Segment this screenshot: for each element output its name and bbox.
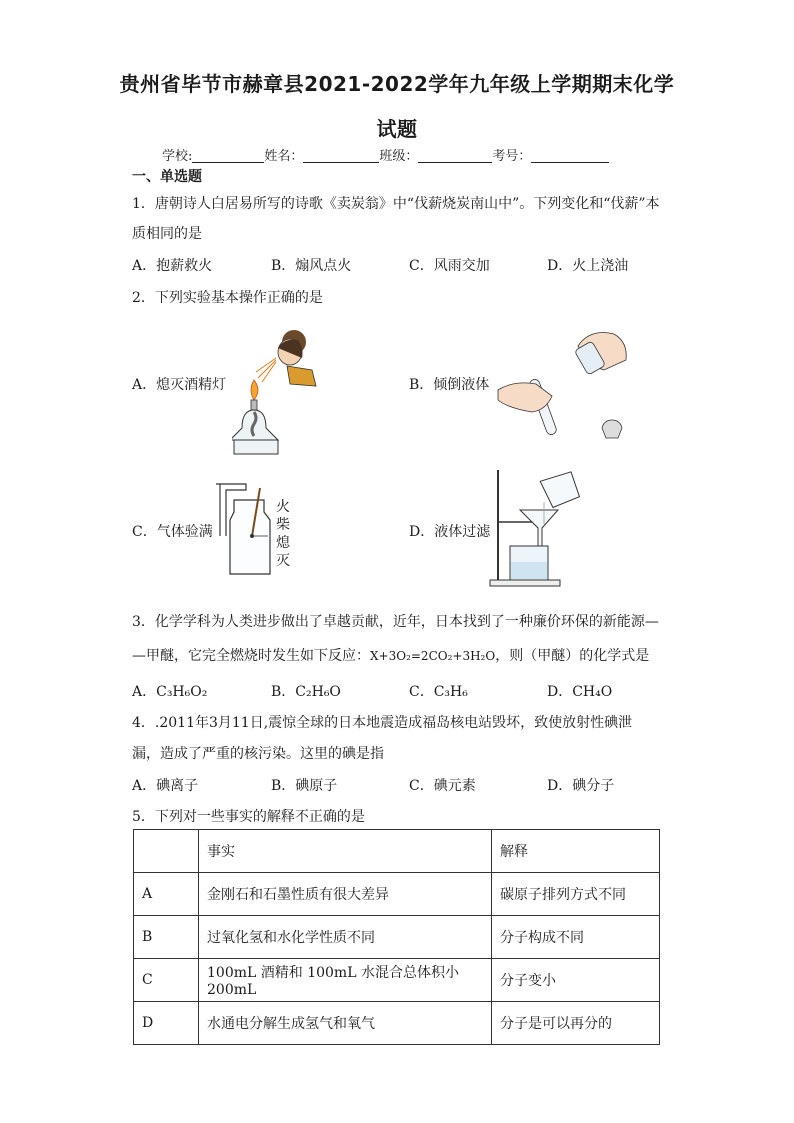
- q4-stem-line2: 漏，造成了严重的核污染。这里的碘是指: [132, 746, 384, 762]
- q2-option-b[interactable]: B．倾倒液体: [409, 377, 490, 393]
- q4-stem-line1: 4．.2011年3月11日,震惊全球的日本地震造成福岛核电站毁坏，致使放射性碘泄: [132, 715, 633, 731]
- table-cell: 分子构成不同: [492, 916, 660, 959]
- q2-option-c[interactable]: C．气体验满: [132, 524, 213, 540]
- name-label: 姓名：: [264, 149, 304, 164]
- q2-stem: 2．下列实验基本操作正确的是: [132, 290, 323, 306]
- table-cell: 水通电分解生成氢气和氧气: [199, 1002, 492, 1045]
- table-header-cell: [134, 830, 199, 873]
- q1-stem-line1: 1．唐朝诗人白居易所写的诗歌《卖炭翁》中“伐薪烧炭南山中”。下列变化和“伐薪”本: [132, 196, 660, 212]
- liquid-filtration-figure: [488, 466, 592, 588]
- q1-option-a[interactable]: A．抱薪救火: [132, 258, 213, 274]
- table-header-cell: 事实: [199, 830, 492, 873]
- q3-option-a[interactable]: A．C₃H₆O₂: [132, 684, 208, 700]
- name-blank[interactable]: [303, 148, 379, 163]
- q1-option-b[interactable]: B．煽风点火: [271, 258, 352, 274]
- q4-option-a[interactable]: A．碘离子: [132, 778, 199, 794]
- table-header-row: [134, 830, 660, 873]
- q1-stem-line2: 质相同的是: [132, 226, 202, 242]
- pouring-liquid-figure: [494, 320, 640, 444]
- q3-option-d[interactable]: D．CH₄O: [547, 684, 613, 700]
- q5-stem: 5．下列对一些事实的解释不正确的是: [132, 809, 365, 825]
- table-cell: 分子变小: [492, 959, 660, 1002]
- q3-stem-line2-before: —甲醚，它完全燃烧时发生如下反应：: [132, 648, 370, 664]
- table-cell: 金刚石和石墨性质有很大差异: [199, 873, 492, 916]
- table-row: [134, 916, 660, 959]
- q4-option-b[interactable]: B．碘原子: [271, 778, 338, 794]
- class-blank[interactable]: [418, 148, 492, 163]
- school-label: 学校:: [162, 149, 193, 164]
- table-cell: 100mL 酒精和 100mL 水混合总体积小 200mL: [199, 959, 492, 1002]
- table-row: [134, 873, 660, 916]
- table-cell: 过氧化氢和水化学性质不同: [199, 916, 492, 959]
- school-blank[interactable]: [192, 148, 264, 163]
- q3-option-b[interactable]: B．C₂H₆O: [271, 684, 341, 700]
- match-extinguished-label: [276, 498, 292, 570]
- table-row: [134, 959, 660, 1002]
- alcohol-lamp-blowing-figure: [232, 318, 328, 458]
- q5-facts-table: [133, 829, 660, 1045]
- exam-no-blank[interactable]: [531, 148, 609, 163]
- match-label-char-2: 柴: [276, 517, 290, 533]
- q1-option-c[interactable]: C．风雨交加: [409, 258, 490, 274]
- table-cell: 分子是可以再分的: [492, 1002, 660, 1045]
- match-label-char-1: 火: [276, 499, 290, 515]
- table-header-cell: 解释: [492, 830, 660, 873]
- gas-test-bottle-figure: [212, 476, 308, 580]
- q3-option-c[interactable]: C．C₃H₆: [409, 684, 468, 700]
- match-label-char-4: 灭: [276, 553, 290, 569]
- table-cell: 碳原子排列方式不同: [492, 873, 660, 916]
- q4-option-c[interactable]: C．碘元素: [409, 778, 476, 794]
- document-title-line1: 贵州省毕节市赫章县2021-2022学年九年级上学期期末化学: [119, 72, 675, 96]
- q4-option-d[interactable]: D．碘分子: [547, 778, 615, 794]
- table-cell: C: [134, 959, 199, 1002]
- q3-stem-line2-after: ，则（甲醚）的化学式是: [495, 648, 650, 664]
- q3-stem-line2: [132, 645, 649, 665]
- q2-option-a[interactable]: A．熄灭酒精灯: [132, 377, 227, 393]
- class-label: 班级：: [379, 149, 419, 164]
- section-title: 一、单选题: [132, 169, 202, 185]
- table-row: [134, 1002, 660, 1045]
- match-label-char-3: 熄: [276, 535, 290, 551]
- table-cell: D: [134, 1002, 199, 1045]
- q2-option-d[interactable]: D．液体过滤: [409, 524, 491, 540]
- exam-no-label: 考号：: [492, 149, 532, 164]
- document-title-line2: 试题: [376, 117, 418, 141]
- q3-stem-line1: 3．化学学科为人类进步做出了卓越贡献，近年，日本找到了一种廉价环保的新能源—: [132, 614, 659, 630]
- student-info-row: [162, 145, 609, 164]
- q3-equation: X+3O₂=2CO₂+3H₂O: [370, 649, 496, 663]
- table-cell: B: [134, 916, 199, 959]
- q1-option-d[interactable]: D．火上浇油: [547, 258, 629, 274]
- table-cell: A: [134, 873, 199, 916]
